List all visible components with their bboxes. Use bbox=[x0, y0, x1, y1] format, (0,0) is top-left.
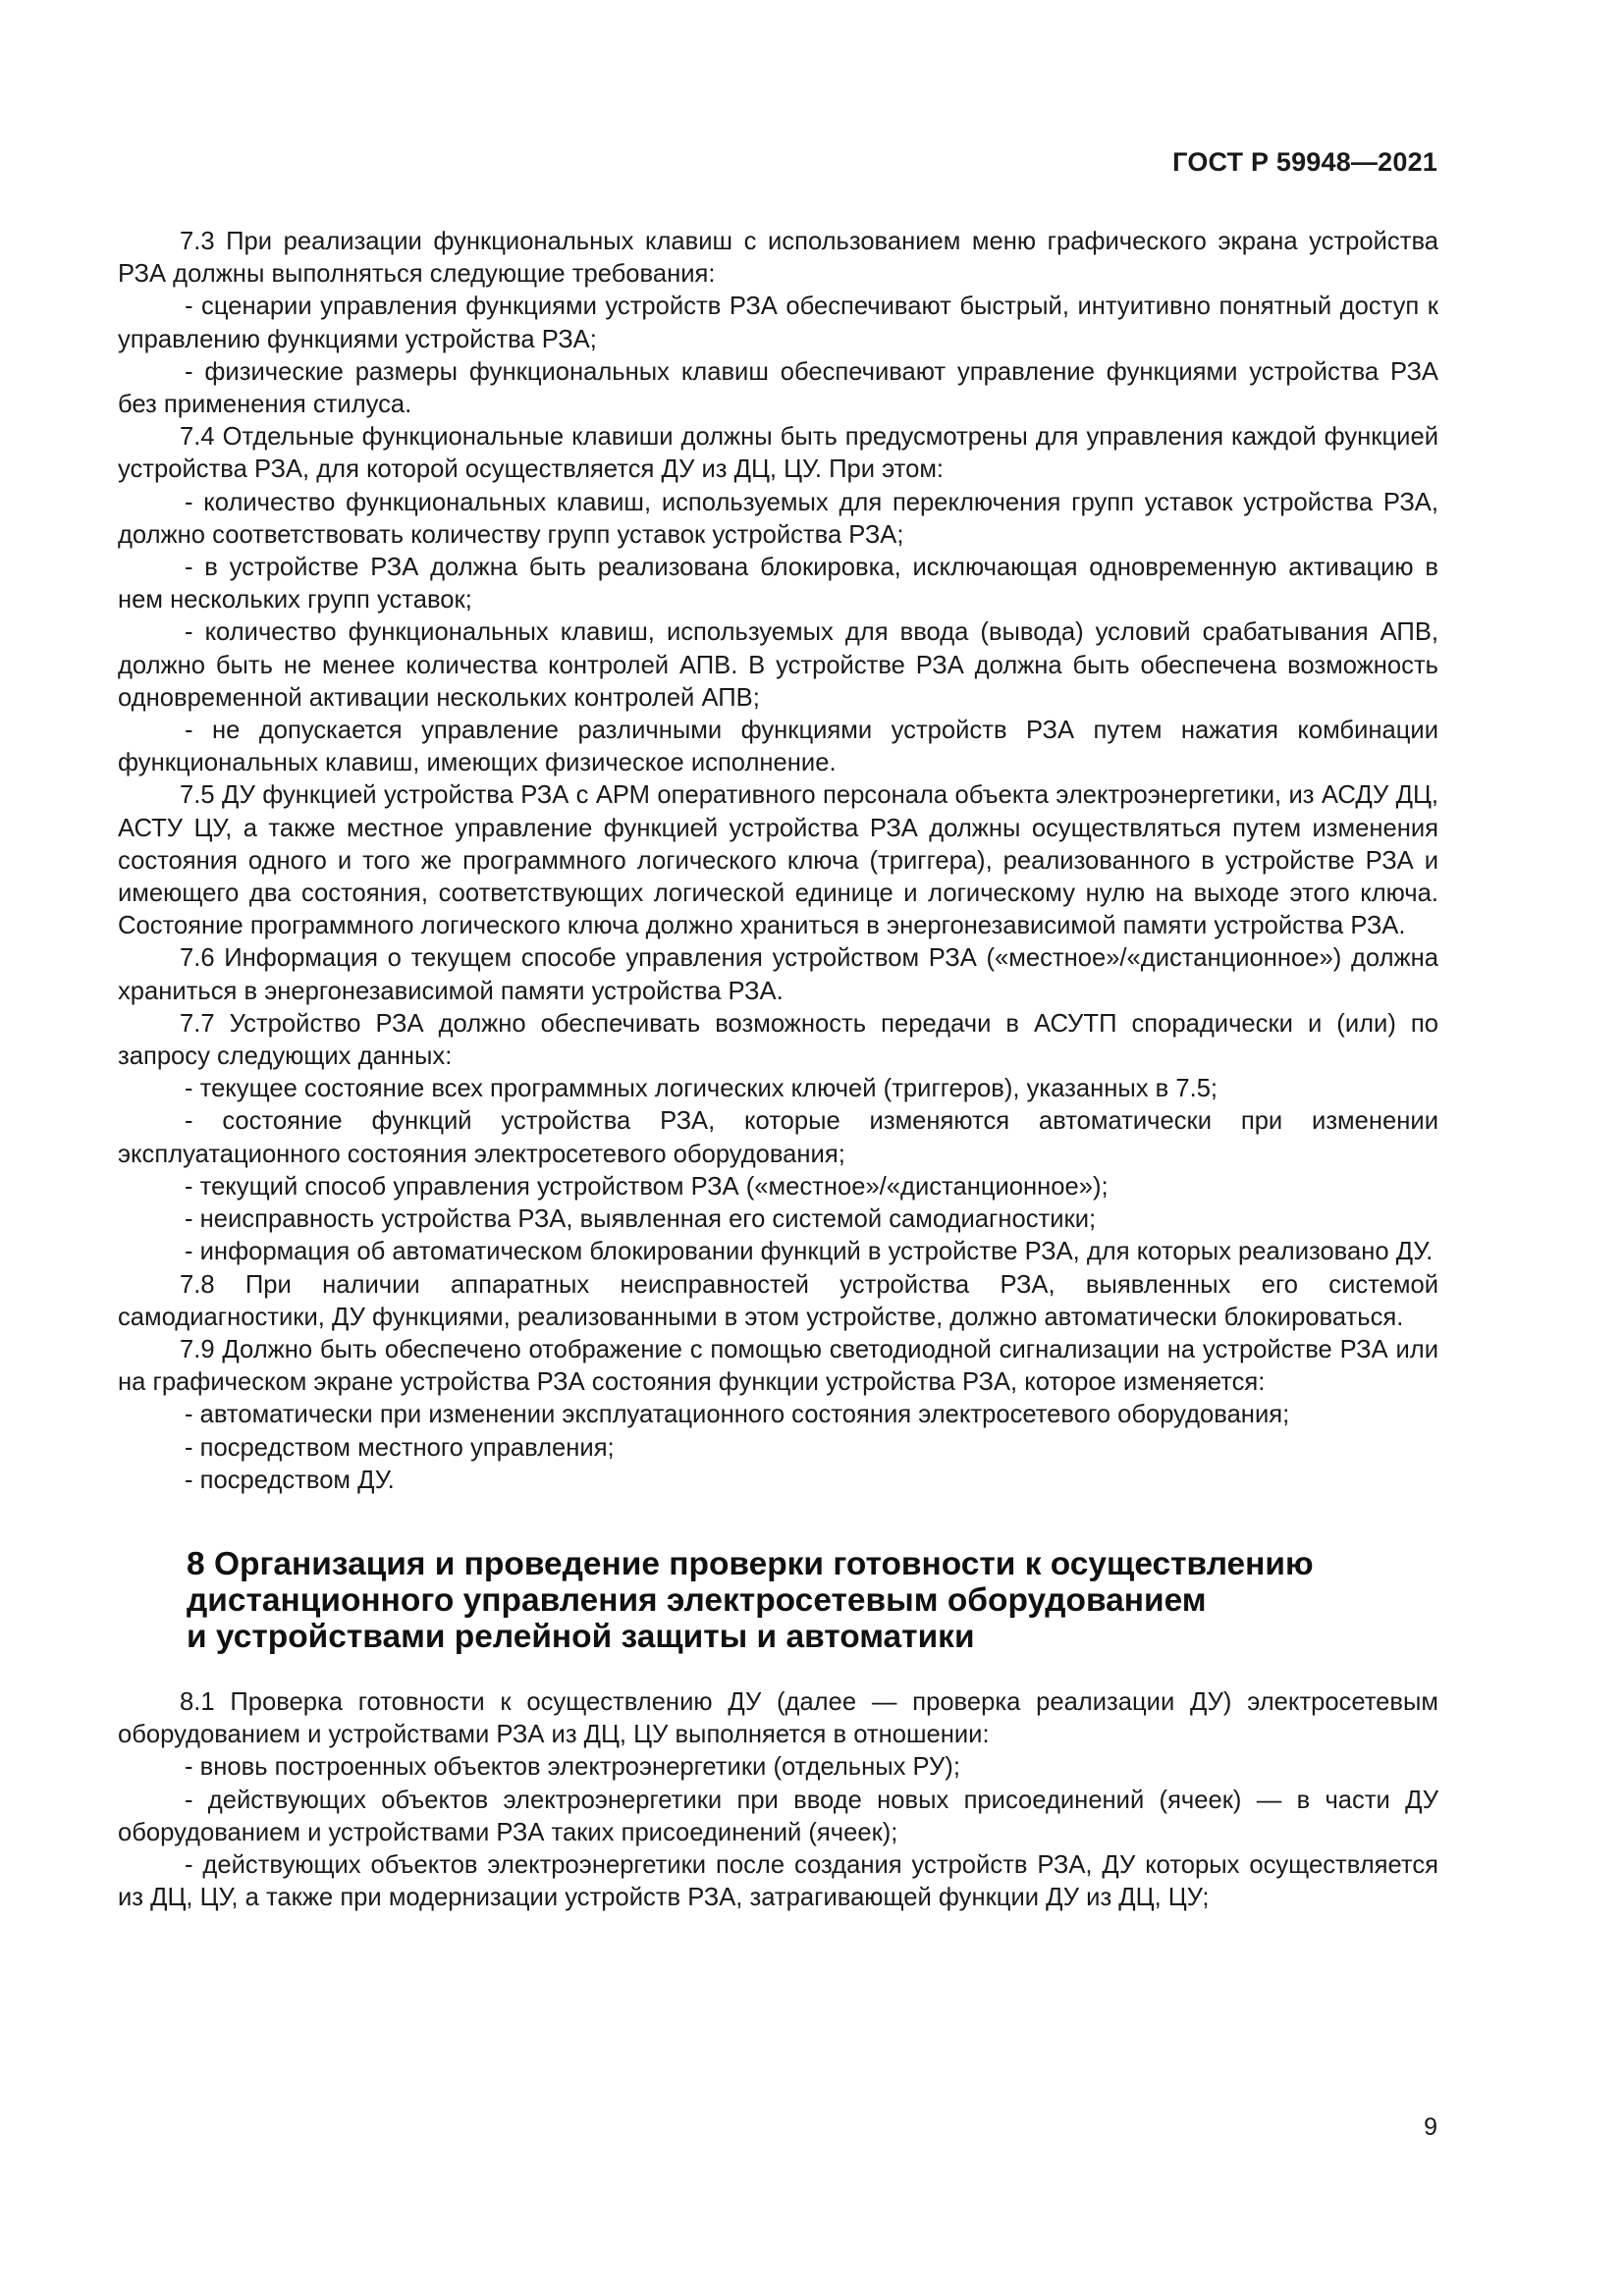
paragraph: 8.1 Проверка готовности к осуществлению ДУ (далее — проверка реализации ДУ) электросетевым оборудованием и устройствами РЗА из ДЦ, ЦУ выполняется в отношении: bbox=[118, 1687, 1438, 1749]
list-item: - количество функциональных клавиш, используемых для ввода (вывода) условий срабатывания АПВ, должно быть не менее количества контролей АПВ. В устройстве РЗА должна быть обеспечена возможность одновременной активации нескольких контролей АПВ; bbox=[118, 618, 1438, 712]
paragraph: 7.7 Устройство РЗА должно обеспечивать возможность передачи в АСУТП спорадически и (или) по запросу следующих данных: bbox=[118, 1009, 1438, 1071]
document-header-id: ГОСТ Р 59948—2021 bbox=[1172, 147, 1437, 177]
list-item: - не допускается управление различными функциями устройств РЗА путем нажатия комбинации функциональных клавиш, имеющих физическое исполнение. bbox=[118, 717, 1438, 777]
list-item: - автоматически при изменении эксплуатационного состояния электросетевого оборудования; bbox=[185, 1401, 1290, 1429]
list-item: - неисправность устройства РЗА, выявленная его системой самодиагностики; bbox=[185, 1205, 1097, 1234]
list-item: - действующих объектов электроэнергетики после создания устройств РЗА, ДУ которых осуществляется из ДЦ, ЦУ, а также при модернизации устройств РЗА, затрагивающей функции ДУ из ДЦ, ЦУ; bbox=[118, 1850, 1438, 1912]
section-8-heading-line: дистанционного управления электросетевым оборудованием bbox=[187, 1581, 1207, 1619]
list-item: - вновь построенных объектов электроэнергетики (отдельных РУ); bbox=[185, 1753, 960, 1782]
paragraph: 7.8 При наличии аппаратных неисправностей устройства РЗА, выявленных его системой самодиагностики, ДУ функциями, реализованными в этом устройстве, должно автоматически блокироваться. bbox=[118, 1270, 1438, 1331]
list-item: - состояние функций устройства РЗА, которые изменяются автоматически при изменении эксплуатационного состояния электросетевого оборудования; bbox=[118, 1107, 1438, 1168]
paragraph: 7.9 Должно быть обеспечено отображение с помощью светодиодной сигнализации на устройстве РЗА или на графическом экране устройства РЗА состояния функции устройства РЗА, которое изменяется: bbox=[118, 1335, 1438, 1397]
list-item: - физические размеры функциональных клавиш обеспечивают управление функциями устройства РЗА без применения стилуса. bbox=[118, 357, 1438, 419]
list-item: - посредством местного управления; bbox=[185, 1433, 615, 1462]
list-item: - сценарии управления функциями устройств РЗА обеспечивают быстрый, интуитивно понятный доступ к управлению функциями устройства РЗА; bbox=[118, 293, 1438, 353]
paragraph: 7.3 При реализации функциональных клавиш с использованием меню графического экрана устройства РЗА должны выполняться следующие требования: bbox=[118, 228, 1438, 289]
section-7-paragraphs bbox=[118, 226, 1438, 1497]
list-item: - информация об автоматическом блокировании функций в устройстве РЗА, для которых реализовано ДУ. bbox=[185, 1238, 1434, 1266]
paragraph: 7.5 ДУ функцией устройства РЗА с АРМ оперативного персонала объекта электроэнергетики, из АСДУ ДЦ, АСТУ ЦУ, а также местное управление функцией устройства РЗА должны осуществляться путем изменения состояния одного и того же программного логического ключа (триггера), реализованного в устройстве РЗА и имеющего два состояния, соответствующих логической единице и логическому нулю на выходе этого ключа. Состояние программного логического ключа должно храниться в энергонезависимой памяти устройства РЗА. bbox=[118, 781, 1438, 940]
list-item: - в устройстве РЗА должна быть реализована блокировка, исключающая одновременную активацию в нем нескольких групп уставок; bbox=[118, 554, 1438, 614]
page-number: 9 bbox=[1424, 2113, 1437, 2141]
section-8-heading-line: 8 Организация и проведение проверки готовности к осуществлению bbox=[187, 1545, 1314, 1582]
section-8-paragraphs bbox=[118, 1686, 1438, 1914]
list-item: - посредством ДУ. bbox=[185, 1466, 395, 1494]
list-item: - количество функциональных клавиш, используемых для переключения групп уставок устройства РЗА, должно соответствовать количеству групп уставок устройства РЗА; bbox=[118, 488, 1438, 549]
list-item: - действующих объектов электроэнергетики при вводе новых присоединений (ячеек) — в части ДУ оборудованием и устройствами РЗА таких присоединений (ячеек); bbox=[118, 1786, 1438, 1846]
list-item: - текущий способ управления устройством РЗА («местное»/«дистанционное»); bbox=[185, 1172, 1109, 1201]
paragraph: 7.4 Отдельные функциональные клавиши должны быть предусмотрены для управления каждой функцией устройства РЗА, для которой осуществляется ДУ из ДЦ, ЦУ. При этом: bbox=[118, 423, 1438, 484]
document-body bbox=[118, 226, 1438, 1914]
list-item: - текущее состояние всех программных логических ключей (триггеров), указанных в 7.5; bbox=[185, 1075, 1218, 1103]
paragraph: 7.6 Информация о текущем способе управления устройством РЗА («местное»/«дистанционное») должна храниться в энергонезависимой памяти устройства РЗА. bbox=[118, 944, 1438, 1005]
section-8-heading bbox=[118, 1546, 1438, 1655]
section-8-heading-line: и устройствами релейной защиты и автоматики bbox=[187, 1618, 975, 1655]
